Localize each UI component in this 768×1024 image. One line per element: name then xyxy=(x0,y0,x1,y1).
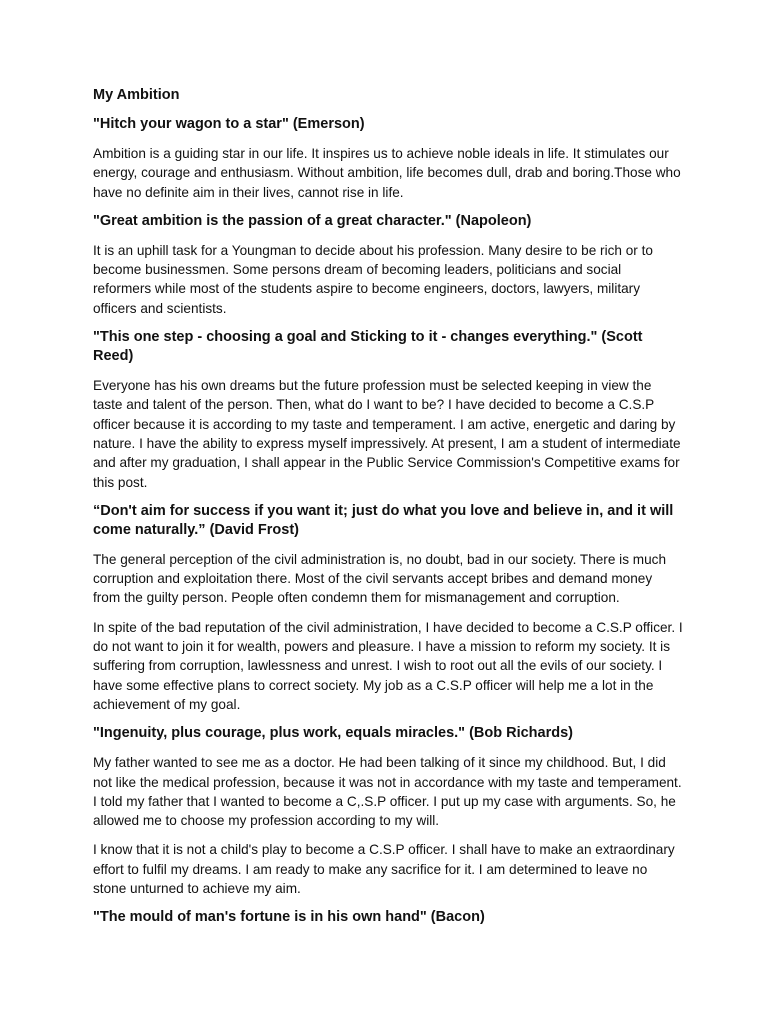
quote-bacon: "The mould of man's fortune is in his own hand" (Bacon) xyxy=(93,909,485,926)
paragraph-professions: It is an uphill task for a Youngman to decide about his profession. Many desire to be rich or to become businessmen. Some persons dream of becoming leaders, politicians and social reformers while most of the students aspire to become engineers, doctors, lawyers, military officers and scientists. xyxy=(93,242,653,316)
paragraph-perception: The general perception of the civil administration is, no doubt, bad in our society. There is much corruption and exploitation there. Most of the civil servants accept bribes and demand money from the guilty person. People often condemn them for mismanagement and corruption. xyxy=(93,551,667,606)
paragraph-father: My father wanted to see me as a doctor. He had been talking of it since my childhood. But, I did not like the medical profession, because it was not in accordance with my taste and temperament. I told my father that I wanted to become a C,.S.P officer. I put up my case with arguments. So, he allowed me to choose my profession according to my will. xyxy=(93,755,682,829)
quote-emerson: "Hitch your wagon to a star" (Emerson) xyxy=(93,116,365,132)
quote-david-frost: “Don't aim for success if you want it; just do what you love and believe in, and it will come naturally.” (David Frost) xyxy=(93,502,674,538)
quote-napoleon: "Great ambition is the passion of a great character." (Napoleon) xyxy=(93,212,532,229)
paragraph-decision: Everyone has his own dreams but the future profession must be selected keeping in view the taste and talent of the person. Then, what do I want to be? I have decided to become a C.S.P officer because it is according to my taste and temperament. I am active, energetic and daring by nature. I have the ability to express myself impressively. At present, I am a student of intermediate and after my graduation, I shall appear in the Public Service Commission's Competitive exams for this post. xyxy=(93,378,681,490)
quote-scott-reed: "This one step - choosing a goal and Sticking to it - changes everything." (Scott Reed) xyxy=(93,329,643,365)
document-body xyxy=(93,115,683,927)
document-page xyxy=(93,86,683,937)
paragraph-mission: In spite of the bad reputation of the civil administration, I have decided to become a C.S.P officer. I do not want to join it for wealth, powers and pleasure. I have a mission to reform my society. It is suffering from corruption, lawlessness and unrest. I wish to root out all the evils of our society. I have some effective plans to correct society. My job as a C.S.P officer will help me a lot in the achievement of my goal. xyxy=(93,619,683,712)
document-title: My Ambition xyxy=(93,87,180,103)
paragraph-intro: Ambition is a guiding star in our life. It inspires us to achieve noble ideals in life. It stimulates our energy, courage and enthusiasm. Without ambition, life becomes dull, drab and boring.Those who have no definite aim in their lives, cannot rise in life. xyxy=(93,146,681,200)
paragraph-effort: I know that it is not a child's play to become a C.S.P officer. I shall have to make an extraordinary effort to fulfil my dreams. I am ready to make any sacrifice for it. I am determined to leave no stone unturned to achieve my aim. xyxy=(93,842,675,897)
quote-bob-richards: "Ingenuity, plus courage, plus work, equals miracles." (Bob Richards) xyxy=(93,725,574,742)
